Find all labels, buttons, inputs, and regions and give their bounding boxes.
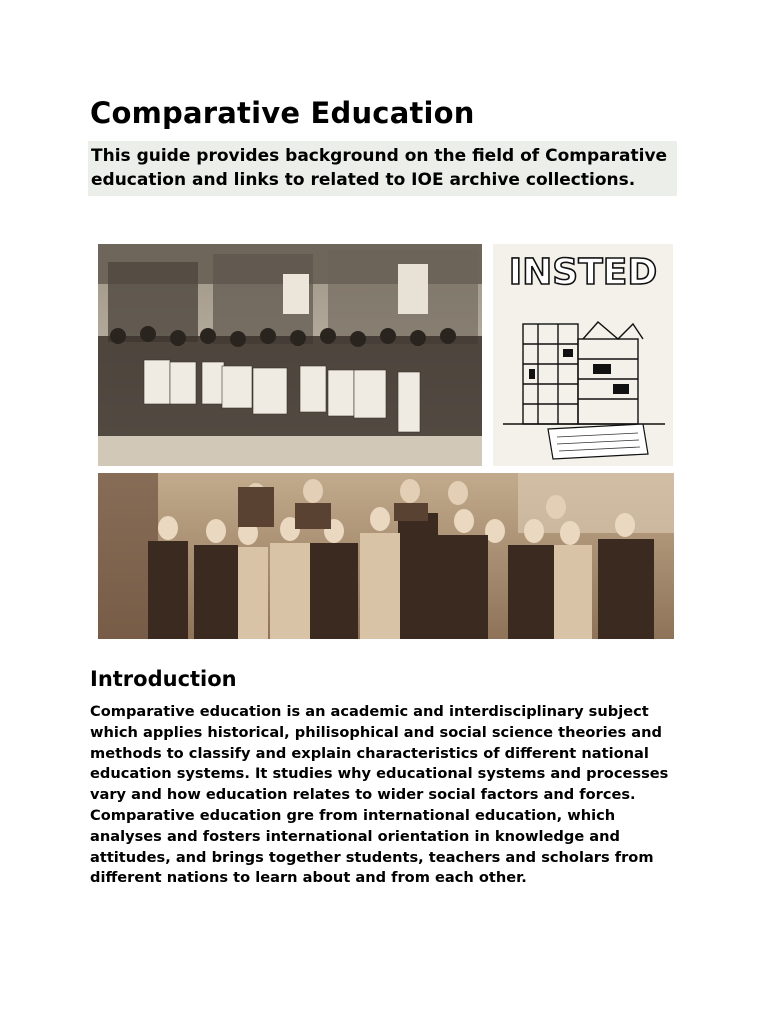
group-photo-drawing <box>98 473 674 639</box>
introduction-paragraph: Comparative education is an academic and interdisciplinary subject which applies historical, philisophical and social science theories and methods to classify and explain characteristics of different national education systems. It studies why educational systems and processes vary and how education relates to wider social factors and forces. Comparative education gre from international education, which analyses and fosters international orientation in knowledge and attitudes, and brings together students, teachers and scholars from different nations to learn about and from each other. <box>90 703 669 887</box>
introduction-heading: Introduction <box>90 667 237 691</box>
insted-cartoon-drawing <box>493 244 673 466</box>
suffragette-photo-drawing <box>98 244 482 466</box>
insted-wordmark: INSTED <box>508 252 658 293</box>
suffragette-protest-photo <box>98 244 482 466</box>
insted-cartoon-illustration <box>493 244 673 466</box>
group-portrait-photo <box>98 473 674 639</box>
guide-summary: This guide provides background on the field of Comparative education and links to related to IOE archive collections. <box>88 141 677 196</box>
page-title: Comparative Education <box>90 96 475 130</box>
